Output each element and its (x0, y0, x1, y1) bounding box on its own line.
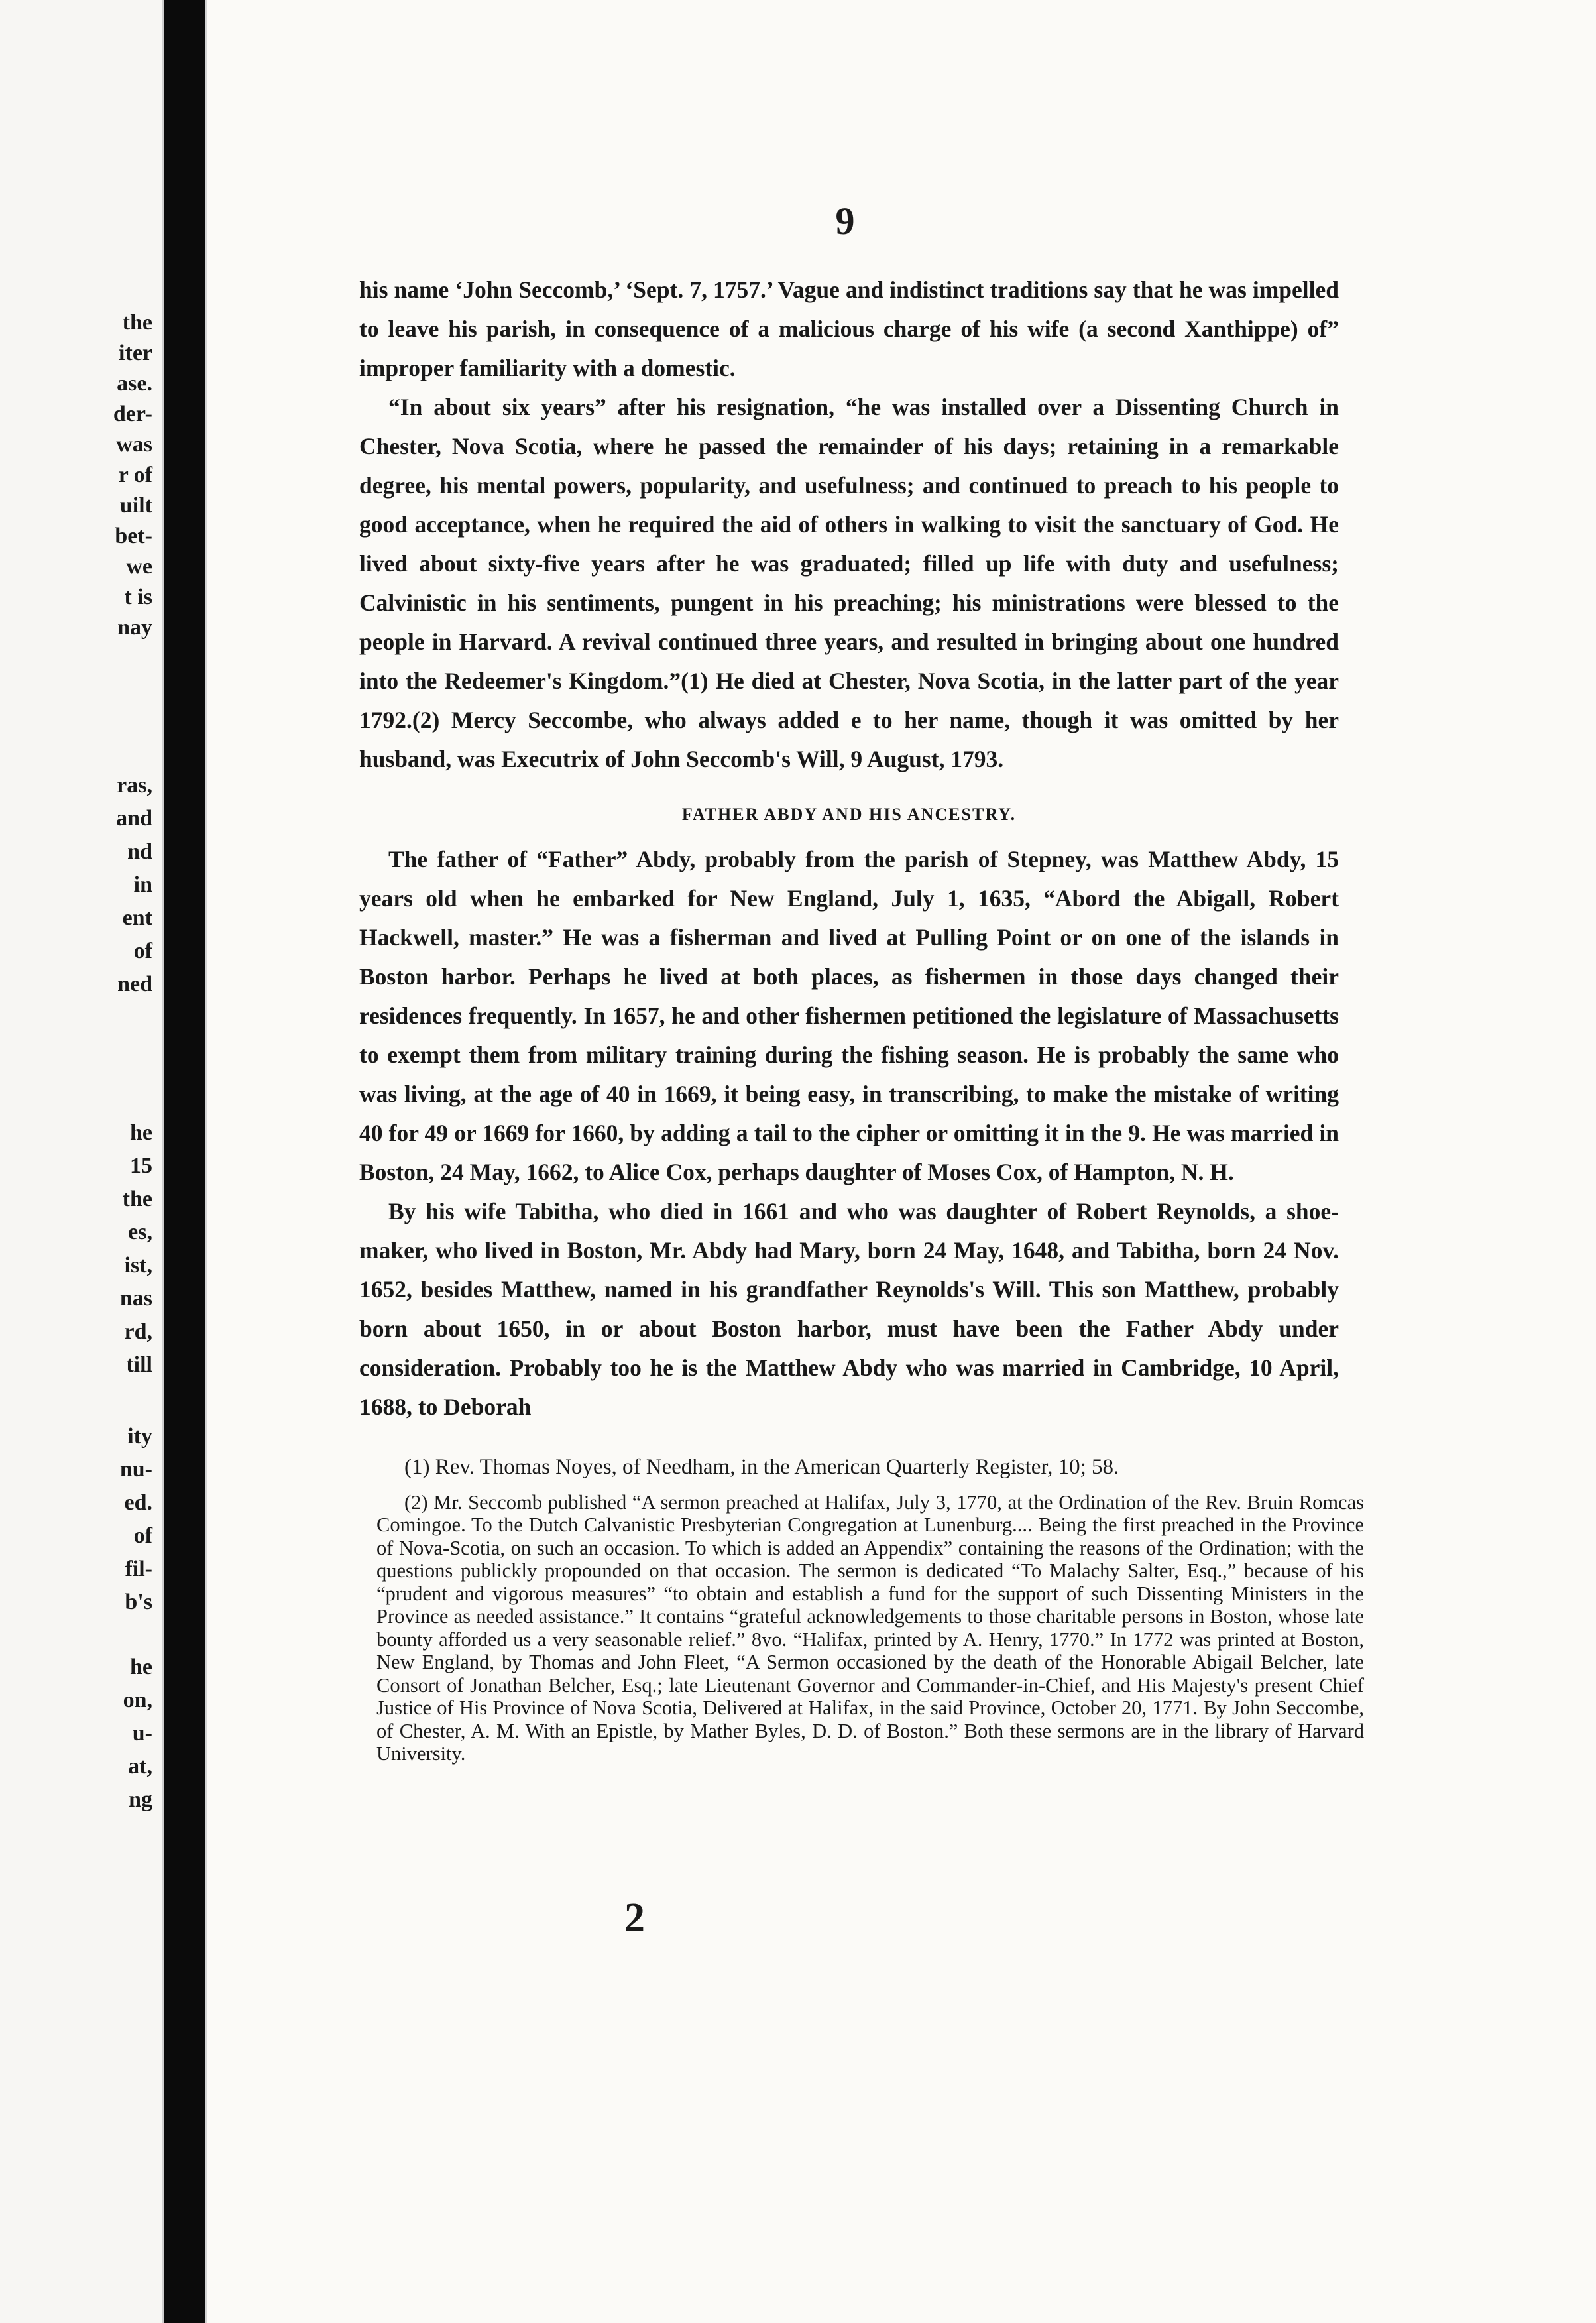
left-fragment-line: on, (123, 1688, 152, 1712)
left-fragment-line: u- (132, 1721, 152, 1746)
left-fragment-line: b's (125, 1590, 152, 1614)
paragraph-seccomb-chester: “In about six years” after his resignation, “he was installed over a Dissenting Church in Chester, Nova Scotia, where he passed the remainder of his days; retaining in a remarkable degree, his mental powers, popularity, and usefulness; and continued to preach to his people to good acceptance, when he required the aid of others in walking to visit the sanctuary of God. He lived about sixty-five years after he was graduated; filled up life with duty and usefulness; Calvinistic in his sentiments, pungent in his preaching; his ministrations were blessed to the people in Harvard. A revival continued three years, and resulted in bringing about one hundred into the Redeemer's Kingdom.”(1) He died at Chester, Nova Scotia, in the latter part of the year 1792.(2) Mercy Seccombe, who always added e to her name, though it was omitted by her husband, was Executrix of John Seccomb's Will, 9 August, 1793. (359, 394, 1339, 772)
body-text (359, 270, 1339, 1427)
left-fragment-line: ras, (117, 773, 152, 798)
paragraph-abdy-father: The father of “Father” Abdy, probably from the parish of Stepney, was Matthew Abdy, 15 years old when he embarked for New England, July 1, 1635, “Abord the Abigall, Robert Hackwell, master.” He was a fisherman and lived at Pulling Point or on one of the islands in Boston harbor. Perhaps he lived at both places, as fishermen in those days changed their residences frequently. In 1657, he and other fishermen petitioned the legislature of Massachusetts to exempt them from military training during the fishing season. He is probably the same who was living, at the age of 40 in 1669, it being easy, in transcribing, to make the mistake of writing 40 for 49 or 1669 for 1660, by adding a tail to the cipher or omitting it in the 9. He was married in Boston, 24 May, 1662, to Alice Cox, perhaps daughter of Moses Cox, of Hampton, N. H. (359, 846, 1339, 1185)
left-fragment-line: in (133, 872, 152, 897)
left-fragment-line: he (130, 1655, 152, 1679)
left-fragment-line: nu- (119, 1457, 152, 1482)
page-number: 9 (835, 200, 855, 243)
left-fragment-line: we (126, 554, 152, 579)
left-fragment-line: ist, (124, 1253, 152, 1278)
left-fragment-line: ned (117, 972, 152, 996)
left-fragment-line: ity (127, 1424, 152, 1449)
footnote-2: (2) Mr. Seccomb published “A sermon preached at Halifax, July 3, 1770, at the Ordination of the Rev. Bruin Romcas Comingoe. To the Dutch Calvanistic Presbyterian Congregation at Lunenburg.... Being the first preached in the Province of Nova-Scotia, on such an occasion. To which is added an Appendix” containing the reasons of the Ordination; with the questions publickly propounded on that occasion. The sermon is dedicated “To Malachy Salter, Esq.,” because of his “prudent and vigorous measures” “to obtain and establish a fund for the support of such Dissenting Ministers in the Province as needed assistance.” It contains “grateful acknowledgements to those charitable persons in Boston, whose late bounty afforded us a very seasonable relief.” 8vo. “Halifax, printed by A. Henry, 1770.” In 1772 was printed at Boston, New England, by Thomas and John Fleet, “A Sermon occasioned by the death of the Honorable Abigail Belcher, late Consort of Jonathan Belcher, Esq.; late Lieutenant Governor and Commander-in-Chief, and His Majesty's present Chief Justice of His Province of Nova Scotia, Delivered at Halifax, in the said Province, October 20, 1771. By John Seccombe, of Chester, A. M. With an Epistle, by Mather Byles, D. D. of Boston.” Both these sermons are in the library of Harvard University. (376, 1490, 1364, 1765)
left-fragment-line: the (122, 310, 152, 335)
left-fragment-line: r of (118, 463, 152, 487)
left-fragment-line: bet- (115, 524, 152, 548)
left-fragment-line: of (133, 939, 152, 963)
left-fragment-line: ng (129, 1787, 152, 1812)
left-fragment-line: 15 (130, 1154, 152, 1178)
left-fragment-line: uilt (119, 493, 152, 518)
left-fragment-line: at, (128, 1754, 152, 1779)
left-fragment-line: he (130, 1120, 152, 1145)
facing-page-fragment (0, 0, 164, 2323)
left-fragment-line: iter (119, 341, 152, 365)
signature-mark: 2 (624, 1895, 645, 1940)
left-fragment-line: nay (117, 615, 152, 640)
left-fragment-line: ase. (117, 371, 152, 396)
paragraph-abdy-tabitha: By his wife Tabitha, who died in 1661 and who was daughter of Robert Reynolds, a shoe-maker, who lived in Boston, Mr. Abdy had Mary, born 24 May, 1648, and Tabitha, born 24 Nov. 1652, besides Matthew, named in his grandfather Reynolds's Will. This son Matthew, probably born about 1650, in or about Boston harbor, must have been the Father Abdy under consideration. Probably too he is the Matthew Abdy who was married in Cambridge, 10 April, 1688, to Deborah (359, 1198, 1339, 1420)
left-fragment-line: of (133, 1523, 152, 1548)
left-fragment-line: ed. (124, 1490, 152, 1515)
paragraph-continuation: his name ‘John Seccomb,’ ‘Sept. 7, 1757.’ Vague and indistinct traditions say that he was impelled to leave his parish, in consequence of a malicious charge of his wife (a second Xanthippe) of” improper familiarity with a domestic. (359, 276, 1339, 381)
left-fragment-line: nas (119, 1286, 152, 1311)
left-fragment-line: was (116, 432, 152, 457)
footnote-1: (1) Rev. Thomas Noyes, of Needham, in the American Quarterly Register, 10; 58. (404, 1455, 1119, 1479)
left-fragment-line: nd (127, 839, 152, 864)
left-fragment-line: t is (124, 585, 152, 609)
left-fragment-line: the (122, 1187, 152, 1211)
section-heading: FATHER ABDY AND HIS ANCESTRY. (681, 805, 1017, 824)
left-fragment-line: rd, (124, 1319, 152, 1344)
left-fragment-line: der- (113, 402, 152, 426)
left-fragment-line: es, (128, 1220, 152, 1244)
footnotes (376, 1456, 1364, 1773)
left-fragment-line: and (116, 806, 152, 831)
left-fragment-line: fil- (125, 1557, 152, 1581)
left-fragment-line: till (126, 1352, 152, 1377)
left-fragment-line: ent (122, 906, 152, 930)
